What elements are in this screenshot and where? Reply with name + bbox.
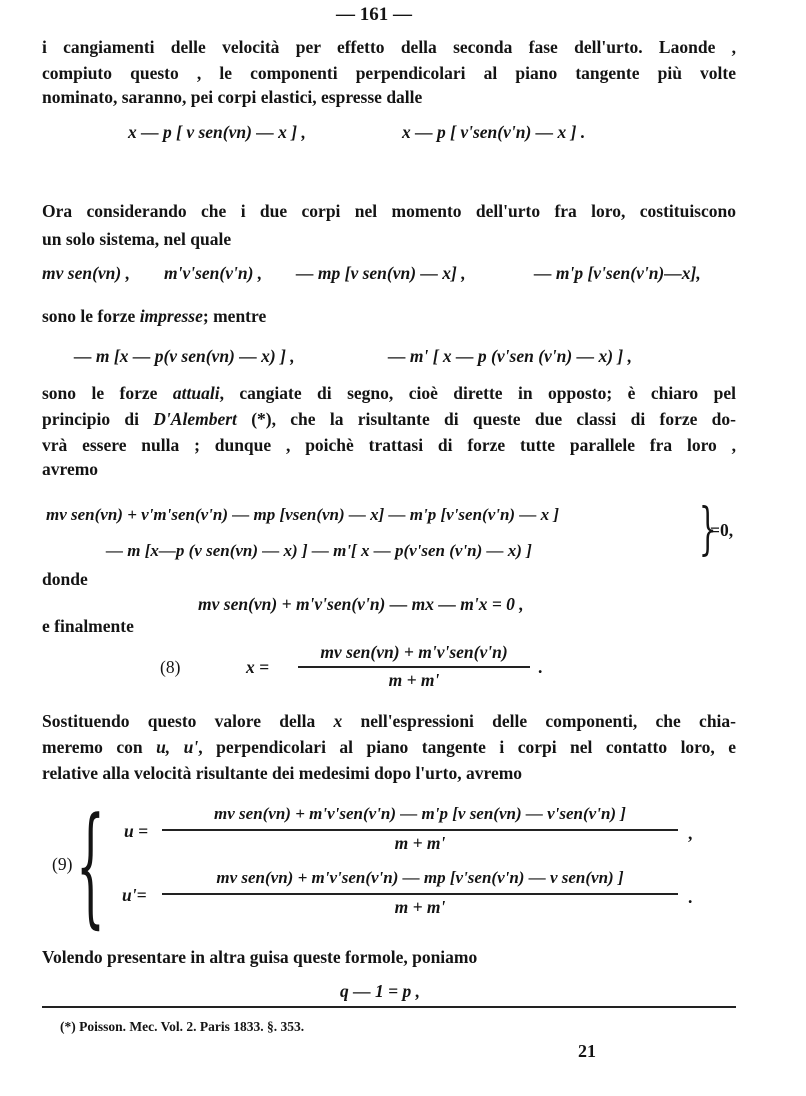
emphasis: attuali [172,383,220,403]
fraction-bar [162,893,678,895]
text: sono le forze [42,383,173,403]
emphasis: impresse [139,306,203,326]
equation-3a: — m [x — p(v sen(vn) — x) ] , [74,346,295,366]
fraction-bar [298,666,530,668]
fraction-bar [162,829,678,831]
equation-3b: — m' [ x — p (v'sen (v'n) — x) ] , [388,346,632,366]
paragraph-line: i cangiamenti delle velocità per effetto della seconda fase dell'urto. Laonde , [42,37,736,57]
paragraph-line [42,710,736,732]
equation-label: (8) [160,657,181,677]
equation-10: q — 1 = p , [340,981,420,1001]
curly-brace: } [698,497,717,562]
text: sono le forze [42,306,140,326]
page-number: — 161 — [336,4,412,25]
equation-4a: mv sen(vn) + v'm'sen(v'n) — mp [vsen(vn) — x] — m'p [v'sen(v'n) — x ] [46,505,559,524]
text: ; mentre [202,306,267,326]
fraction-denominator: m + m' [394,897,446,917]
equation-5: mv sen(vn) + m'v'sen(v'n) — mx — m'x = 0 , [198,594,524,614]
paragraph-line: e finalmente [42,616,134,636]
paragraph-line: Ora considerando che i due corpi nel momento dell'urto fra loro, costituiscono [42,201,736,221]
text: Sostituendo questo valore della [42,711,334,731]
text: principio di [42,409,154,429]
paragraph-line: avremo [42,459,99,479]
punctuation: , [688,823,693,843]
equation-lhs: u'= [122,885,147,905]
paragraph-line: Volendo presentare in altra guisa queste formole, poniamo [42,947,478,967]
equation-2-term: m'v'sen(v'n) , [164,263,263,283]
text: nell'espressioni delle componenti, che chia- [342,711,736,731]
paragraph-line: nominato, saranno, pei corpi elastici, espresse dalle [42,87,423,107]
paragraph-line: vrà essere nulla ; dunque , poichè trattasi di forze tutte parallele fra loro , [42,435,736,455]
footnote-rule [42,1006,736,1008]
equation-4-rhs: =0, [710,520,734,540]
fraction-numerator: mv sen(vn) + m'v'sen(v'n) — m'p [v sen(vn) — v'sen(v'n) ] [214,804,626,823]
equation-2-term: — m'p [v'sen(v'n)—x], [534,263,701,283]
equation-1b: x — p [ v'sen(v'n) — x ] . [402,122,586,142]
text: , cangiate di segno, cioè dirette in opposto; è chiaro pel [219,383,736,403]
footnote: (*) Poisson. Mec. Vol. 2. Paris 1833. §. 353. [60,1019,305,1034]
fraction-numerator: mv sen(vn) + m'v'sen(v'n) — mp [v'sen(v'n) — v sen(vn) ] [216,868,624,887]
equation-1a: x — p [ v sen(vn) — x ] , [128,122,306,142]
paragraph-line [42,382,736,404]
paragraph-line: compiuto questo , le componenti perpendicolari al piano tangente più volte [42,63,736,83]
text: , perpendicolari al piano tangente i corpi nel contatto loro, e [198,737,736,757]
fraction-numerator: mv sen(vn) + m'v'sen(v'n) [320,642,508,662]
curly-brace: { [76,789,105,941]
paragraph-line: un solo sistema, nel quale [42,229,232,249]
emphasis: u, u' [156,737,199,757]
paragraph-line [42,736,736,758]
text: (*), che la risultante di queste due classi di forze do- [236,409,736,429]
paragraph-line [42,408,736,430]
punctuation: . [688,887,693,907]
emphasis: D'Alembert [153,409,237,429]
punctuation: . [538,657,543,677]
equation-label: (9) [52,854,73,874]
emphasis: x [333,711,343,731]
signature-mark: 21 [578,1041,596,1061]
equation-lhs: u = [124,821,149,841]
equation-lhs: x = [246,657,270,677]
text: meremo con [42,737,157,757]
paragraph-line [42,305,266,327]
fraction-denominator: m + m' [394,833,446,853]
paragraph-line: donde [42,569,88,589]
paragraph-line: relative alla velocità risultante dei medesimi dopo l'urto, avremo [42,763,523,783]
fraction-denominator: m + m' [388,670,440,690]
equation-2-term: — mp [v sen(vn) — x] , [296,263,466,283]
equation-4b: — m [x—p (v sen(vn) — x) ] — m'[ x — p(v'sen (v'n) — x) ] [106,541,532,560]
equation-2-term: mv sen(vn) , [42,263,130,283]
